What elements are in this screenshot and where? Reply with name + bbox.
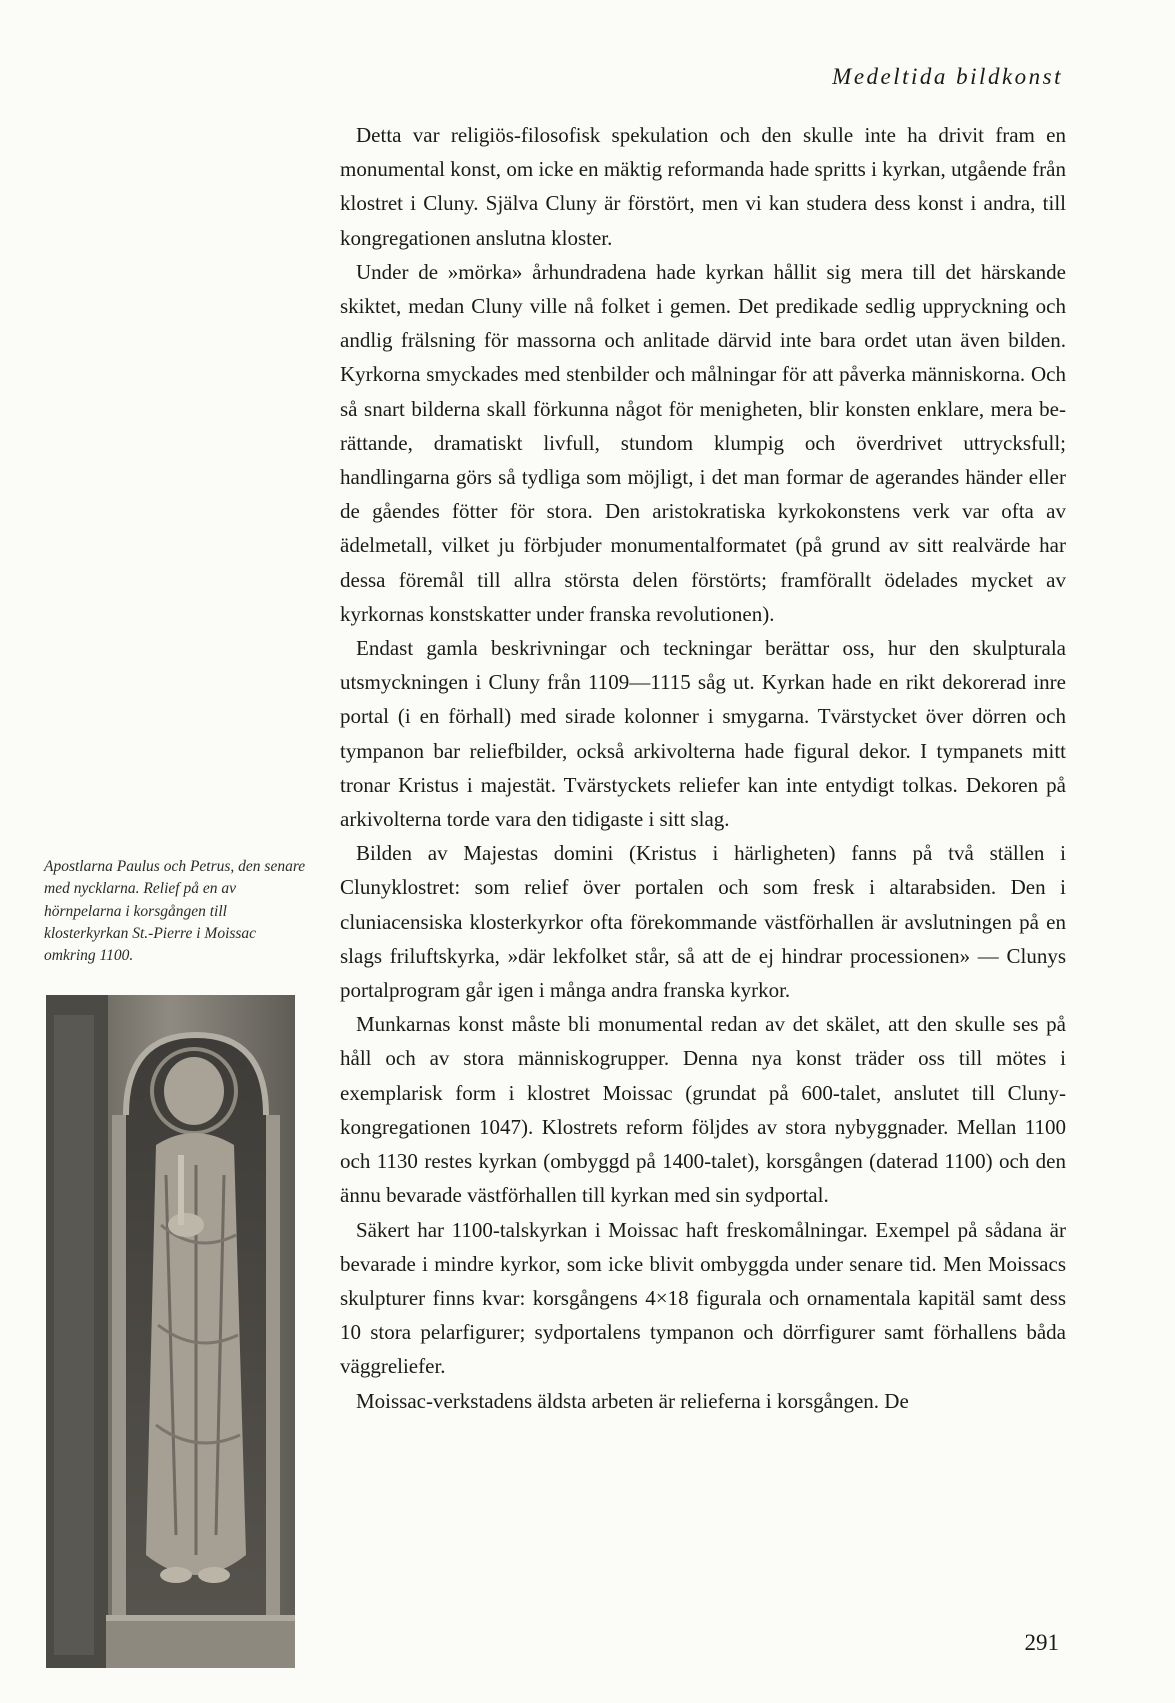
paragraph: Moissac-verkstadens äldsta arbeten är relieferna i korsgången. De xyxy=(356,1388,909,1413)
relief-photo-drawing xyxy=(46,995,295,1668)
body-text xyxy=(340,118,1066,1418)
paragraph: Endast gamla beskrivningar och teckningar berättar oss, hur den skulpturala utsmyckningen i Cluny från 1109—1115 såg ut. Kyrkan hade en rikt dekorerad inre portal (i en förhall) med sirade kolonner i smygarna. Tvärstycket över dörren och tympanon bar reliefbilder, också arkivolterna hade figural dekor. I tympanets mitt tronar Kristus i majestät. Tvärstyckets reliefer kan inte entydigt tolkas. Dekoren på arkivolterna torde vara den tidigaste i sitt slag. xyxy=(340,636,1066,832)
page-number: 291 xyxy=(1024,1630,1059,1655)
paragraph: Säkert har 1100-talskyrkan i Moissac haft freskomålningar. Exempel på sådana är bevarade i mindre kyrkor, som icke blivit ombyggda under senare tid. Men Moissacs skulpturer finns kvar: korsgångens 4×18 figurala och ornamentala kapitäl samt dess 10 stora pelarfigurer; sydportalens tympanon och dörrfigurer samt förhallens båda väggreliefer. xyxy=(340,1217,1066,1379)
paragraph: Under de »mörka» århundradena hade kyrkan hållit sig mera till det härskande skiktet, medan Cluny ville nå folket i gemen. Det predikade sedlig uppryckning och andlig frälsning för massorna och anlitade därvid inte bara ordet utan även bilden. Kyrkorna smyckades med stenbilder och målningar för att påverka människorna. Och så snart bilderna skall förkunna något för menigheten, blir konsten enklare, mera berättande, dramatiskt livfull, stundom klumpig och överdrivet uttrycksfull; handlingarna görs så tydliga som möjligt, i det man formar de agerandes händer eller de gåendes fötter för stora. Den aristokratiska kyrkokonstens verk var ofta av ädelmetall, vilket ju förbjuder monumentalformatet (på grund av sitt realvärde har dessa föremål till allra största delen förstörts; framförallt ödelades mycket av kyrkornas konstskatter under franska revolutionen). xyxy=(340,259,1066,626)
running-title: Medeltida bildkonst xyxy=(832,64,1063,89)
figure-caption: Apostlarna Paulus och Petrus, den senare med nycklarna. Relief på en av hörnpelarna i korsgången till klosterkyrkan St.-Pierre i Moissac omkring 1100. xyxy=(44,858,306,965)
paragraph: Munkarnas konst måste bli monumental redan av det skälet, att den skulle ses på håll och av stora människogrupper. Denna nya konst träder oss till mötes i exemplarisk form i klostret Moissac (grundat på 600-talet, anslutet till Cluny-kongregationen 1047). Klostrets reform följdes av stora nybyggnader. Mellan 1100 och 1130 restes kyrkan (ombyggd på 1400-talet), korsgången (daterad 1100) och den ännu bevarade västförhallen till kyrkan med sin sydportal. xyxy=(340,1012,1066,1208)
paragraph: Detta var religiös-filosofisk spekulation och den skulle inte ha drivit fram en monumental konst, om icke en mäktig reformanda hade spritts i kyrkan, utgående från klostret i Cluny. Själva Cluny är förstört, men vi kan studera dess konst i andra, till kongregationen anslutna kloster. xyxy=(340,123,1066,250)
relief-sculpture-photo xyxy=(46,995,295,1668)
paragraph: Bilden av Majestas domini (Kristus i härligheten) fanns på två ställen i Clunyklostret: som relief över portalen och som fresk i altarabsiden. Den i cluniacensiska klosterkyrkor ofta förekommande västförhallen är avslutningen på en slags friluftskyrka, »där lekfolket står, så att de ej hindrar processionen» — Clunys portalprogram går igen i många andra franska kyrkor. xyxy=(340,841,1066,1003)
